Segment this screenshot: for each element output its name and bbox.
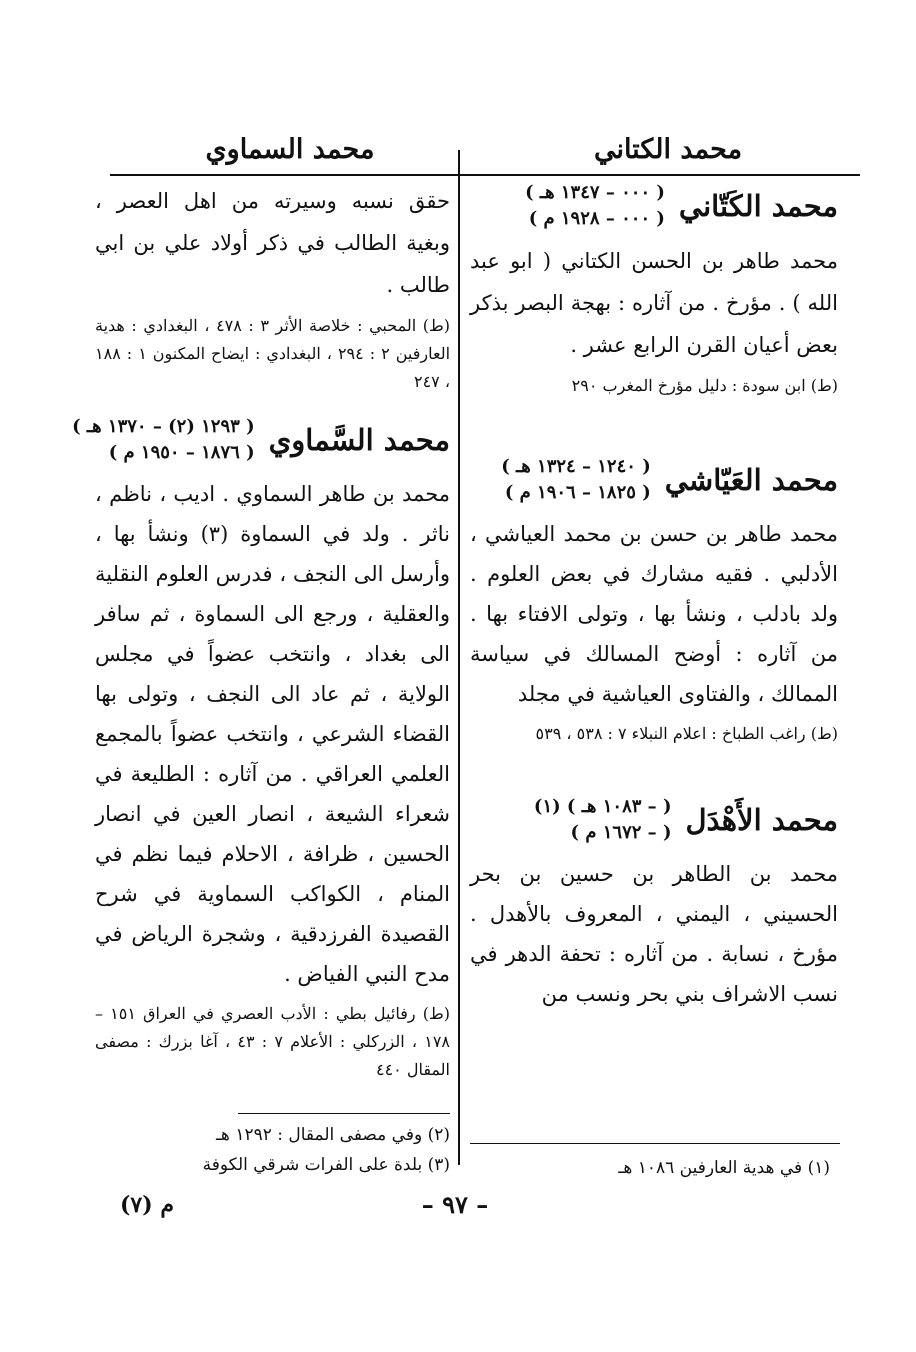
entry-biography: محمد بن طاهر السماوي . اديب ، ناظم ، ناثر . ولد في السماوة (٣) ونشأ بها ، وأرسل الى النجف ، فدرس العلوم النقلية والعقلية ، ورجع الى السماوة ، ثم سافر الى بغداد ، وانتخب عضواً في مجلس الولاية ، ثم عاد الى النجف ، وتولى بها القضاء الشرعي ، وانتخب عضواً بالمجمع العلمي العراقي . من آثاره : الطليعة في شعراء الشيعة ، انصار العين في انصار الحسين ، ظرافة ، الاحلام فيما نظم في المنام ، الكواكب السماوية في شرح القصيدة الفرزدقية ، وشجرة الرياض في مدح النبي الفياض . bbox=[95, 482, 450, 986]
entry-heading bbox=[470, 794, 838, 846]
entry-references: (ط) ابن سودة : دليل مؤرخ المغرب ٢٩٠ bbox=[571, 376, 838, 395]
signature-mark: م (٧) bbox=[120, 1192, 174, 1218]
dates-hijri: ( ١٢٤٠ – ١٣٢٤ هـ ) bbox=[501, 456, 651, 477]
column-divider bbox=[458, 150, 460, 1165]
dates-hijri: ( ٠٠٠ – ١٣٤٧ هـ ) bbox=[525, 182, 665, 203]
continued-references: (ط) المحبي : خلاصة الأثر ٣ : ٤٧٨ ، البغدادي : هدية العارفين ٢ : ٢٩٤ ، البغدادي : ايضاح المكنون ١ : ١٨٨ ، ٢٤٧ bbox=[95, 316, 451, 391]
running-head-left: محمد السماوي bbox=[205, 134, 375, 165]
footnotes-left bbox=[200, 1120, 450, 1180]
entry-biography: محمد بن الطاهر بن حسين بن بحر الحسيني ، اليمني ، المعروف بالأهدل . مؤرخ ، نسابة . من آثاره : تحفة الدهر في نسب الاشراف بني بحر ونسب من bbox=[470, 862, 838, 1006]
entry-references: (ط) راغب الطباخ : اعلام النبلاء ٧ : ٥٣٨ ، ٥٣٩ bbox=[535, 724, 838, 743]
dates-gregorian: ( ١٨٢٥ – ١٩٠٦ م ) bbox=[504, 482, 651, 503]
entry-dates bbox=[501, 454, 651, 506]
footnote: (١) في هدية العارفين ١٠٨٦ هـ bbox=[618, 1158, 830, 1178]
entry-name: محمد الكَتّاني bbox=[678, 189, 838, 223]
entry-name: محمد الأَهْدَل bbox=[685, 803, 838, 837]
entry-biography: محمد طاهر بن الحسن الكتاني ( ابو عبد الله ) . مؤرخ . من آثاره : بهجة البصر بذكر بعض أعيان القرن الرابع عشر . bbox=[470, 249, 838, 357]
footnotes-right bbox=[470, 1153, 830, 1183]
footnote-rule bbox=[238, 1113, 450, 1114]
page-number: – ٩٧ – bbox=[421, 1190, 489, 1219]
entry-dates bbox=[525, 180, 665, 232]
entry-references: (ط) رفائيل بطي : الأدب العصري في العراق ١٥١ – ١٧٨ ، الزركلي : الأعلام ٧ : ٤٣ ، آغا بزرك : مصفى المقال ٤٤٠ bbox=[95, 1004, 450, 1079]
dates-gregorian: ( – ١٦٧٢ م ) bbox=[570, 822, 672, 843]
entry-dates bbox=[72, 414, 255, 466]
footnote-rule bbox=[470, 1143, 840, 1144]
entry-biography: محمد طاهر بن حسن بن محمد العياشي ، الأدلبي . فقيه مشارك في بعض العلوم . ولد بادلب ، ونشأ بها ، وتولى الافتاء بها . من آثاره : أوضح المسالك في سياسة الممالك ، والفتاوى العياشية في مجلد bbox=[470, 522, 838, 706]
dates-hijri: ( ١٢٩٣ (٢) – ١٣٧٠ هـ ) bbox=[72, 416, 255, 437]
continued-biography: حقق نسبه وسيرته من اهل العصر ، وبغية الطالب في ذكر أولاد علي بن ابي طالب . bbox=[95, 189, 450, 297]
header-rule bbox=[110, 174, 860, 176]
dates-gregorian: ( ٠٠٠ – ١٩٢٨ م ) bbox=[528, 208, 665, 229]
dates-gregorian: ( ١٨٧٦ – ١٩٥٠ م ) bbox=[108, 442, 255, 463]
running-head-right: محمد الكتاني bbox=[593, 134, 743, 165]
right-column bbox=[470, 180, 838, 1014]
footnote: (٢) وفي مصفى المقال : ١٢٩٢ هـ bbox=[215, 1125, 450, 1145]
left-column bbox=[72, 180, 451, 1084]
entry-name: محمد السَّماوي bbox=[268, 423, 450, 457]
dates-hijri: ( – ١٠٨٣ هـ ) (١) bbox=[533, 796, 672, 817]
entry-heading bbox=[72, 414, 450, 466]
entry-dates bbox=[534, 794, 672, 846]
entry-heading bbox=[470, 180, 838, 232]
entry-name: محمد العَيّاشي bbox=[664, 463, 838, 497]
footnote: (٣) بلدة على الفرات شرقي الكوفة bbox=[202, 1155, 450, 1175]
entry-heading bbox=[470, 454, 838, 506]
